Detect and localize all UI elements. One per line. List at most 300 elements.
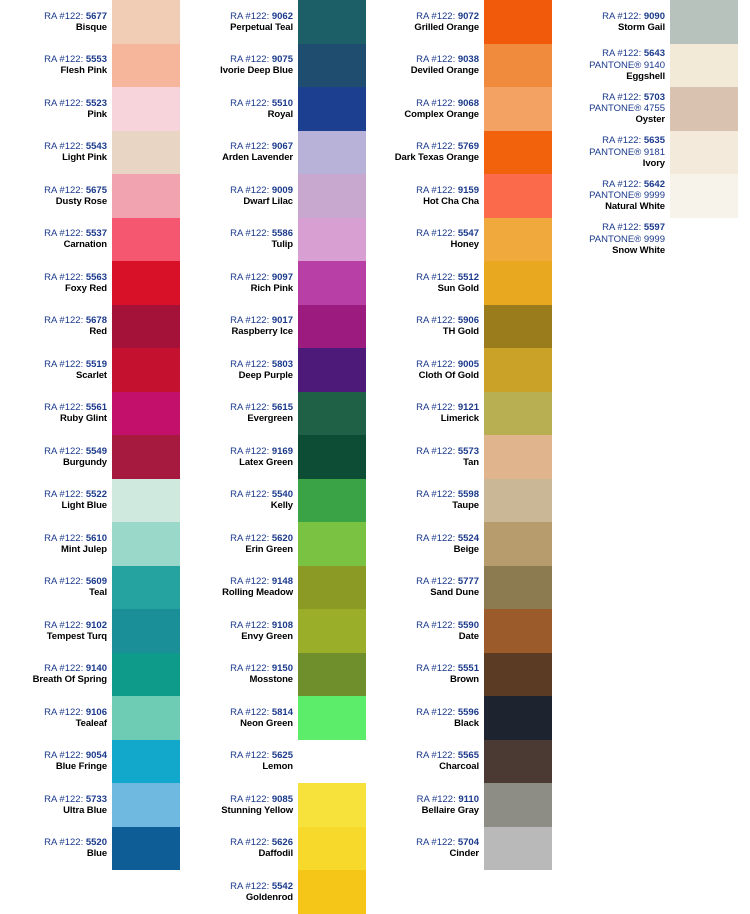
color-labels bbox=[562, 87, 670, 131]
color-row bbox=[562, 174, 748, 218]
color-code bbox=[230, 315, 293, 326]
color-swatch bbox=[112, 348, 180, 392]
color-swatch bbox=[298, 305, 366, 349]
color-name: Neon Green bbox=[240, 717, 293, 729]
code-prefix: RA #122: bbox=[44, 141, 84, 153]
code-prefix: RA #122: bbox=[230, 228, 270, 240]
color-labels bbox=[4, 261, 112, 305]
color-row bbox=[190, 522, 376, 566]
color-name: Arden Lavender bbox=[222, 152, 293, 164]
color-swatch bbox=[298, 870, 366, 914]
color-labels bbox=[190, 522, 298, 566]
color-code bbox=[230, 98, 293, 109]
color-code bbox=[44, 489, 107, 500]
color-name: Dusty Rose bbox=[55, 195, 107, 207]
color-row bbox=[4, 435, 190, 479]
color-code bbox=[44, 837, 107, 848]
color-name: Foxy Red bbox=[65, 282, 107, 294]
color-labels bbox=[190, 566, 298, 610]
code-number: 5553 bbox=[85, 54, 107, 66]
color-row bbox=[376, 653, 562, 697]
code-number: 5625 bbox=[271, 750, 293, 762]
color-swatch bbox=[298, 218, 366, 262]
color-labels bbox=[190, 392, 298, 436]
color-code bbox=[416, 620, 479, 631]
color-row bbox=[376, 696, 562, 740]
color-labels bbox=[4, 479, 112, 523]
color-code bbox=[230, 185, 293, 196]
color-code bbox=[416, 359, 479, 370]
color-row bbox=[4, 305, 190, 349]
color-row bbox=[190, 783, 376, 827]
color-row bbox=[376, 348, 562, 392]
code-number: 9140 bbox=[85, 663, 107, 675]
color-name: Teal bbox=[89, 587, 107, 599]
color-labels bbox=[4, 740, 112, 784]
color-labels bbox=[190, 435, 298, 479]
color-code bbox=[230, 54, 293, 65]
color-row bbox=[190, 827, 376, 871]
color-name: Bellaire Gray bbox=[421, 804, 479, 816]
color-labels bbox=[562, 44, 670, 88]
color-labels bbox=[562, 0, 670, 44]
code-number: 5519 bbox=[85, 358, 107, 370]
color-name: Rolling Meadow bbox=[222, 587, 293, 599]
code-prefix: RA #122: bbox=[44, 532, 84, 544]
color-code bbox=[44, 54, 107, 65]
color-swatch bbox=[298, 740, 366, 784]
code-prefix: RA #122: bbox=[230, 837, 270, 849]
color-code bbox=[44, 185, 107, 196]
color-name: Honey bbox=[450, 239, 479, 251]
color-name: TH Gold bbox=[442, 326, 479, 338]
color-row bbox=[4, 566, 190, 610]
code-number: 5522 bbox=[85, 489, 107, 501]
code-number: 5769 bbox=[457, 141, 479, 153]
color-name: Tealeaf bbox=[75, 717, 107, 729]
code-prefix: RA #122: bbox=[230, 576, 270, 588]
color-name: Hot Cha Cha bbox=[423, 195, 479, 207]
color-swatch bbox=[112, 0, 180, 44]
color-code bbox=[602, 11, 665, 22]
color-row bbox=[190, 740, 376, 784]
pantone-code: PANTONE® 9181 bbox=[589, 146, 665, 158]
color-code bbox=[44, 663, 107, 674]
code-prefix: RA #122: bbox=[230, 315, 270, 327]
code-number: 5704 bbox=[457, 837, 479, 849]
code-number: 5547 bbox=[457, 228, 479, 240]
code-prefix: RA #122: bbox=[416, 663, 456, 675]
code-prefix: RA #122: bbox=[230, 880, 270, 892]
color-code bbox=[230, 663, 293, 674]
pantone-code: PANTONE® 9140 bbox=[589, 59, 665, 71]
code-number: 5596 bbox=[457, 706, 479, 718]
color-labels bbox=[190, 827, 298, 871]
color-row bbox=[376, 609, 562, 653]
color-name: Date bbox=[458, 630, 479, 642]
color-name: Storm Gail bbox=[617, 21, 665, 33]
code-number: 5561 bbox=[85, 402, 107, 414]
color-code bbox=[416, 98, 479, 109]
color-code bbox=[44, 533, 107, 544]
code-number: 5537 bbox=[85, 228, 107, 240]
color-name: Tempest Turq bbox=[46, 630, 107, 642]
code-number: 5590 bbox=[457, 619, 479, 631]
color-name: Snow White bbox=[612, 244, 665, 256]
color-labels bbox=[376, 653, 484, 697]
code-prefix: RA #122: bbox=[44, 54, 84, 66]
color-labels bbox=[4, 566, 112, 610]
code-prefix: RA #122: bbox=[230, 750, 270, 762]
color-code bbox=[44, 620, 107, 631]
color-name: Grilled Orange bbox=[414, 21, 479, 33]
code-number: 5563 bbox=[85, 271, 107, 283]
color-row bbox=[190, 348, 376, 392]
color-name: Lemon bbox=[262, 761, 293, 773]
color-name: Blue Fringe bbox=[55, 761, 107, 773]
code-number: 9159 bbox=[457, 184, 479, 196]
color-name: Flesh Pink bbox=[60, 65, 107, 77]
code-prefix: RA #122: bbox=[416, 445, 456, 457]
color-labels bbox=[4, 44, 112, 88]
color-swatch bbox=[112, 696, 180, 740]
color-swatch bbox=[484, 392, 552, 436]
code-number: 5635 bbox=[643, 135, 665, 147]
color-name: Cloth Of Gold bbox=[418, 369, 479, 381]
color-swatch bbox=[484, 261, 552, 305]
color-code bbox=[44, 228, 107, 239]
color-name: Light Blue bbox=[61, 500, 107, 512]
code-number: 5906 bbox=[457, 315, 479, 327]
color-swatch bbox=[112, 218, 180, 262]
code-prefix: RA #122: bbox=[44, 97, 84, 109]
color-code bbox=[416, 837, 479, 848]
code-number: 5814 bbox=[271, 706, 293, 718]
code-prefix: RA #122: bbox=[602, 10, 642, 22]
code-prefix: RA #122: bbox=[416, 619, 456, 631]
color-labels bbox=[4, 609, 112, 653]
code-number: 5540 bbox=[271, 489, 293, 501]
code-prefix: RA #122: bbox=[416, 358, 456, 370]
color-code bbox=[416, 576, 479, 587]
color-row bbox=[190, 870, 376, 914]
color-labels bbox=[190, 870, 298, 914]
color-labels bbox=[4, 0, 112, 44]
code-number: 9097 bbox=[271, 271, 293, 283]
color-labels bbox=[376, 392, 484, 436]
code-number: 9090 bbox=[643, 10, 665, 22]
color-row bbox=[4, 522, 190, 566]
color-code bbox=[416, 185, 479, 196]
color-swatch bbox=[484, 479, 552, 523]
color-labels bbox=[190, 479, 298, 523]
code-number: 5597 bbox=[643, 222, 665, 234]
code-prefix: RA #122: bbox=[44, 663, 84, 675]
color-row bbox=[190, 44, 376, 88]
color-row bbox=[376, 522, 562, 566]
code-number: 9110 bbox=[458, 793, 479, 805]
color-name: Stunning Yellow bbox=[221, 804, 293, 816]
color-row bbox=[4, 174, 190, 218]
color-name: Deep Purple bbox=[238, 369, 293, 381]
code-number: 5620 bbox=[271, 532, 293, 544]
code-number: 9169 bbox=[271, 445, 293, 457]
code-number: 5520 bbox=[85, 837, 107, 849]
color-labels bbox=[376, 435, 484, 479]
code-prefix: RA #122: bbox=[44, 489, 84, 501]
color-swatch bbox=[112, 783, 180, 827]
color-code bbox=[602, 179, 665, 190]
color-swatch bbox=[298, 609, 366, 653]
code-number: 9106 bbox=[85, 706, 107, 718]
color-swatch bbox=[484, 653, 552, 697]
color-labels bbox=[4, 131, 112, 175]
color-swatch bbox=[484, 44, 552, 88]
color-labels bbox=[376, 783, 484, 827]
color-code bbox=[416, 489, 479, 500]
color-code bbox=[44, 707, 107, 718]
color-labels bbox=[376, 348, 484, 392]
color-labels bbox=[190, 0, 298, 44]
color-code bbox=[44, 272, 107, 283]
color-labels bbox=[376, 131, 484, 175]
color-swatch bbox=[298, 479, 366, 523]
color-labels bbox=[190, 609, 298, 653]
code-prefix: RA #122: bbox=[44, 750, 84, 762]
color-row bbox=[562, 0, 748, 44]
color-swatch bbox=[298, 44, 366, 88]
color-swatch bbox=[112, 131, 180, 175]
color-swatch bbox=[670, 0, 738, 44]
color-labels bbox=[190, 696, 298, 740]
color-labels bbox=[4, 392, 112, 436]
color-row bbox=[376, 0, 562, 44]
color-swatch bbox=[112, 435, 180, 479]
code-number: 5598 bbox=[457, 489, 479, 501]
code-number: 5703 bbox=[643, 91, 665, 103]
color-name: Ruby Glint bbox=[59, 413, 107, 425]
color-swatch bbox=[112, 261, 180, 305]
code-prefix: RA #122: bbox=[416, 141, 456, 153]
code-number: 5642 bbox=[643, 178, 665, 190]
code-prefix: RA #122: bbox=[602, 135, 642, 147]
color-code bbox=[230, 750, 293, 761]
code-prefix: RA #122: bbox=[44, 837, 84, 849]
color-code bbox=[230, 228, 293, 239]
color-labels bbox=[4, 827, 112, 871]
color-swatch bbox=[298, 131, 366, 175]
code-prefix: RA #122: bbox=[230, 402, 270, 414]
color-swatch bbox=[112, 653, 180, 697]
color-row bbox=[376, 87, 562, 131]
color-row bbox=[376, 566, 562, 610]
color-row bbox=[190, 218, 376, 262]
color-code bbox=[230, 446, 293, 457]
color-swatch bbox=[112, 305, 180, 349]
code-number: 5542 bbox=[271, 880, 293, 892]
color-labels bbox=[4, 348, 112, 392]
color-swatch bbox=[484, 348, 552, 392]
code-number: 9121 bbox=[457, 402, 479, 414]
color-name: Dark Texas Orange bbox=[394, 152, 479, 164]
color-swatch bbox=[484, 131, 552, 175]
color-row bbox=[4, 131, 190, 175]
color-row bbox=[376, 740, 562, 784]
color-code bbox=[44, 402, 107, 413]
code-prefix: RA #122: bbox=[416, 532, 456, 544]
color-name: Tulip bbox=[271, 239, 293, 251]
color-swatch bbox=[484, 827, 552, 871]
code-number: 9102 bbox=[85, 619, 107, 631]
color-swatch bbox=[484, 696, 552, 740]
code-prefix: RA #122: bbox=[44, 10, 84, 22]
color-code bbox=[230, 272, 293, 283]
code-prefix: RA #122: bbox=[416, 750, 456, 762]
code-prefix: RA #122: bbox=[416, 54, 456, 66]
color-code bbox=[602, 135, 665, 146]
color-code bbox=[44, 446, 107, 457]
code-number: 5523 bbox=[85, 97, 107, 109]
color-labels bbox=[4, 218, 112, 262]
code-prefix: RA #122: bbox=[416, 837, 456, 849]
color-name: Oyster bbox=[635, 114, 665, 126]
color-code bbox=[230, 707, 293, 718]
color-row bbox=[4, 44, 190, 88]
color-swatch bbox=[112, 87, 180, 131]
color-name: Burgundy bbox=[62, 456, 107, 468]
color-name: Red bbox=[89, 326, 107, 338]
code-prefix: RA #122: bbox=[416, 97, 456, 109]
code-prefix: RA #122: bbox=[416, 228, 456, 240]
color-code bbox=[602, 48, 665, 59]
code-number: 9062 bbox=[271, 10, 293, 22]
color-labels bbox=[4, 783, 112, 827]
color-labels bbox=[4, 696, 112, 740]
color-swatch bbox=[298, 566, 366, 610]
code-number: 5626 bbox=[271, 837, 293, 849]
code-number: 5677 bbox=[85, 10, 107, 22]
color-row bbox=[190, 261, 376, 305]
code-number: 9108 bbox=[271, 619, 293, 631]
color-labels bbox=[190, 305, 298, 349]
color-name: Evergreen bbox=[247, 413, 293, 425]
code-prefix: RA #122: bbox=[602, 222, 642, 234]
code-number: 5510 bbox=[271, 97, 293, 109]
color-name: Beige bbox=[453, 543, 479, 555]
color-row bbox=[376, 479, 562, 523]
color-labels bbox=[562, 131, 670, 175]
color-row bbox=[376, 131, 562, 175]
color-labels bbox=[190, 44, 298, 88]
code-prefix: RA #122: bbox=[230, 663, 270, 675]
code-prefix: RA #122: bbox=[44, 793, 84, 805]
code-prefix: RA #122: bbox=[230, 793, 270, 805]
color-swatch bbox=[112, 740, 180, 784]
color-row bbox=[562, 44, 748, 88]
color-swatch bbox=[484, 174, 552, 218]
code-prefix: RA #122: bbox=[230, 489, 270, 501]
code-number: 5543 bbox=[85, 141, 107, 153]
color-swatch bbox=[112, 522, 180, 566]
color-swatch bbox=[112, 44, 180, 88]
color-row bbox=[190, 392, 376, 436]
color-swatch bbox=[298, 435, 366, 479]
color-name: Carnation bbox=[63, 239, 107, 251]
code-prefix: RA #122: bbox=[230, 54, 270, 66]
code-prefix: RA #122: bbox=[230, 10, 270, 22]
color-name: Deviled Orange bbox=[410, 65, 479, 77]
color-name: Goldenrod bbox=[245, 891, 293, 903]
color-row bbox=[562, 87, 748, 131]
color-swatch bbox=[298, 392, 366, 436]
color-swatch bbox=[112, 174, 180, 218]
code-number: 5565 bbox=[457, 750, 479, 762]
color-row bbox=[190, 479, 376, 523]
color-code bbox=[44, 359, 107, 370]
code-number: 9054 bbox=[85, 750, 107, 762]
code-prefix: RA #122: bbox=[44, 402, 84, 414]
color-code bbox=[44, 315, 107, 326]
color-name: Pink bbox=[87, 108, 107, 120]
color-swatch bbox=[298, 87, 366, 131]
color-labels bbox=[4, 305, 112, 349]
color-labels bbox=[190, 131, 298, 175]
code-number: 5512 bbox=[457, 271, 479, 283]
color-name: Black bbox=[454, 717, 479, 729]
color-column-3 bbox=[376, 0, 562, 914]
color-code bbox=[416, 54, 479, 65]
color-swatch bbox=[298, 653, 366, 697]
color-labels bbox=[376, 0, 484, 44]
pantone-code: PANTONE® 9999 bbox=[589, 233, 665, 245]
color-name: Ivorie Deep Blue bbox=[220, 65, 293, 77]
color-swatch bbox=[670, 87, 738, 131]
color-swatch bbox=[298, 783, 366, 827]
color-column-2 bbox=[190, 0, 376, 914]
color-swatch bbox=[112, 479, 180, 523]
color-swatch bbox=[484, 783, 552, 827]
code-prefix: RA #122: bbox=[230, 97, 270, 109]
color-row bbox=[376, 783, 562, 827]
color-labels bbox=[376, 609, 484, 653]
code-number: 5615 bbox=[271, 402, 293, 414]
color-code bbox=[602, 92, 665, 103]
code-prefix: RA #122: bbox=[416, 315, 456, 327]
code-number: 5675 bbox=[85, 184, 107, 196]
color-code bbox=[230, 141, 293, 152]
color-name: Latex Green bbox=[239, 456, 293, 468]
code-prefix: RA #122: bbox=[230, 706, 270, 718]
color-name: Scarlet bbox=[76, 369, 107, 381]
color-name: Bisque bbox=[75, 21, 107, 33]
color-swatch bbox=[670, 44, 738, 88]
color-name: Dwarf Lilac bbox=[243, 195, 293, 207]
code-number: 5524 bbox=[457, 532, 479, 544]
color-labels bbox=[562, 174, 670, 218]
color-swatch bbox=[484, 0, 552, 44]
color-name: Royal bbox=[267, 108, 293, 120]
color-name: Kelly bbox=[270, 500, 293, 512]
color-code bbox=[416, 707, 479, 718]
color-labels bbox=[190, 261, 298, 305]
code-number: 9009 bbox=[271, 184, 293, 196]
color-row bbox=[190, 174, 376, 218]
code-number: 9150 bbox=[271, 663, 293, 675]
color-name: Tan bbox=[463, 456, 479, 468]
color-labels bbox=[376, 44, 484, 88]
color-row bbox=[190, 305, 376, 349]
code-prefix: RA #122: bbox=[44, 184, 84, 196]
